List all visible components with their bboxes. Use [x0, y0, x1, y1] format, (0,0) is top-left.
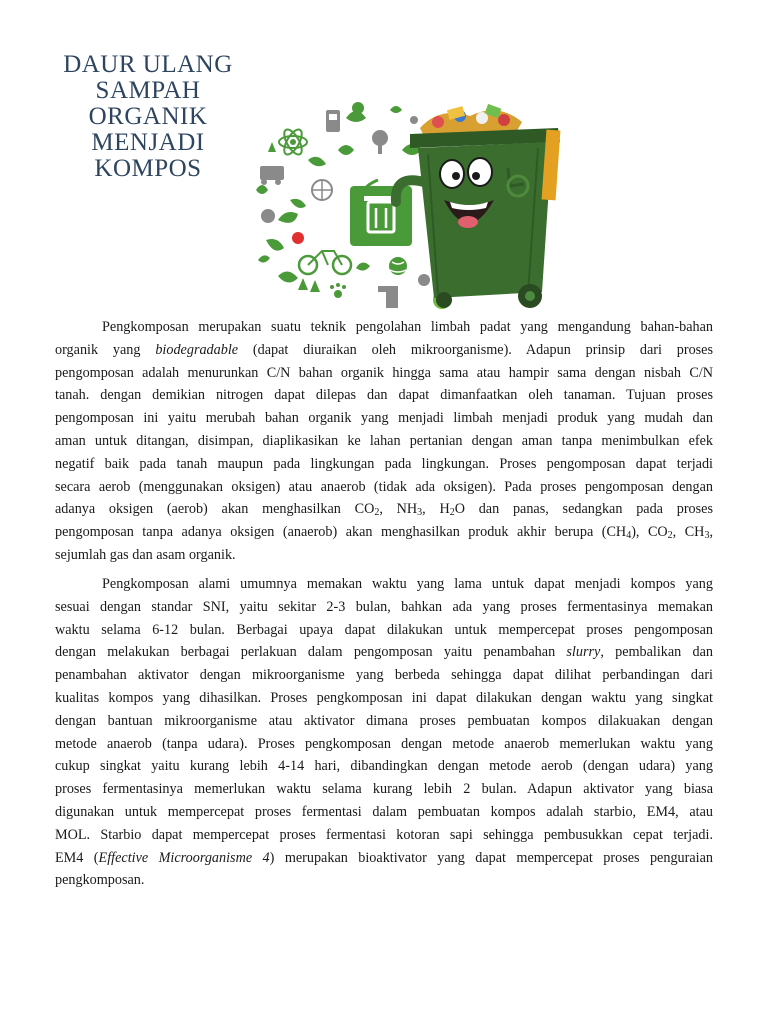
heart-icon: [338, 145, 354, 155]
text-line: EM4 (Effective Microorganisme 4) merupakan bioaktivator yang dapat mempercepat proses penguraian: [55, 849, 713, 866]
gear-icon: [261, 209, 275, 223]
text-line: pengomposan adalah menurunkan C/N bahan organik hingga sama atau hampir sama dengan nisbah C/N: [55, 364, 713, 381]
text-line: adanya oksigen (aerob) akan menghasilkan $CO_2$, $NH_3$, $H_2O$ dan panas, sedangkan pada proses: [55, 501, 713, 519]
text-line: dengan melakukan berbagai perlakuan dalam pengomposan yaitu penambahan slurry, pembalikan dan: [55, 644, 713, 661]
text-line: digunakan untuk mempercepat proses fermentasi dalam pembuatan kompos adalah starbio, EM4, atau: [55, 803, 713, 820]
leaf-icon: [290, 199, 306, 208]
tree-icon: [268, 142, 276, 152]
text-line: pengomposan tanpa adanya oksigen (anaerob) akan menghasilkan produk akhir berupa $(CH_4)$, $CO_2$, $CH_3$,: [55, 524, 713, 542]
hand-leaf-icon: [278, 212, 298, 223]
text-line: sesuai dengan standar SNI, yaitu sekitar 2-3 bulan, bahkan ada yang proses fermentasinya memakan: [55, 598, 713, 615]
text-line: waktu selama 6-12 bulan. Berbagai upaya dapat dilakukan untuk mempercepat proses pengomposan: [55, 621, 713, 638]
title-line: KOMPOS: [94, 155, 202, 182]
truck-icon: [260, 166, 284, 180]
leaf-icon: [390, 106, 402, 113]
text-line: aman untuk ditangan, disimpan, diaplikasikan ke lahan pertanian dengan aman tanpa menimbulkan efek: [55, 432, 713, 449]
title-line: MENJADI: [91, 129, 205, 156]
heart-icon: [352, 102, 364, 114]
text-line: cukup singkat yaitu kurang lebih 4-14 hari, dibandingkan dengan metode aerob (dengan udara) yang: [55, 758, 713, 775]
text-line: tanah. dengan demikian nitrogen dapat dilepas dan dapat dimanfaatkan oleh tanaman. Tujuan proses: [55, 387, 713, 404]
text-line: pengkomposan.: [55, 872, 145, 889]
text-line: proses fermentasinya memerlukan waktu selama kurang lebih 2 bulan. Adapun aktivator yang biasa: [55, 781, 713, 798]
eco-illustration: [238, 90, 578, 318]
leaf-icon: [308, 157, 326, 166]
text-line: metode anaerob (tanpa udara). Proses pengkomposan dengan metode anaerob memerlukan waktu yang: [55, 735, 713, 752]
paragraph-2: [55, 573, 713, 892]
title-line: DAUR ULANG: [63, 51, 233, 78]
leaf-icon: [266, 239, 284, 251]
tree-icon: [298, 278, 320, 292]
apple-icon: [292, 232, 304, 244]
text-line: dengan bantuan mikroorganisme atau aktivator dimana proses pembuatan kompos dilakuakan dengan: [55, 712, 713, 729]
document-title: [48, 52, 248, 182]
text-line: Pengkomposan merupakan suatu teknik pengolahan limbah padat yang mengandung bahan-bahan: [102, 319, 713, 335]
title-line: SAMPAH: [95, 77, 201, 104]
paw-icon: [334, 290, 342, 298]
paragraph-1: [55, 316, 713, 567]
leaf-icon: [356, 262, 370, 270]
tree-icon: [372, 130, 388, 146]
fuel-pump-icon: [326, 110, 340, 132]
recycle-bin-icon: [350, 186, 412, 246]
text-line: sejumlah gas dan asam organik.: [55, 546, 236, 563]
leaf-icon: [278, 271, 298, 282]
text-line: kualitas kompos yang dihasilkan. Proses pengkomposan ini dapat dilakukan dengan waktu yang singkat: [55, 689, 713, 706]
text-line: Pengkomposan alami umumnya memakan waktu yang lama untuk dapat menjadi kompos yang: [102, 576, 713, 592]
heart-icon: [256, 185, 268, 194]
text-line: pengomposan ini yaitu merubah bahan organik yang menjadi limbah menjadi produk yang mudah dan: [55, 410, 713, 427]
light-bulb-icon: [418, 274, 430, 286]
title-line: ORGANIK: [88, 103, 208, 130]
text-line: secara aerob (menggunakan oksigen) atau anaerob (tidak ada oksigen). Pada proses pengomposan dengan: [55, 478, 713, 495]
text-line: negatif baik pada tanah maupun pada lingkungan pada lingkungan. Proses pengomposan dapat terjadi: [55, 455, 713, 472]
leaf-icon: [258, 255, 270, 262]
text-line: organik yang biodegradable (dapat diuraikan oleh mikroorganisme). Adapun prinsip dari proses: [55, 341, 713, 358]
text-line: penambahan aktivator dengan mikroorganisme yang berbeda sehingga dapat dilihat perbandingan dari: [55, 667, 713, 684]
text-line: MOL. Starbio dapat mempercepat proses fermentasi kotoran sapi sehingga pembusukkan cepat terjadi.: [55, 826, 713, 843]
